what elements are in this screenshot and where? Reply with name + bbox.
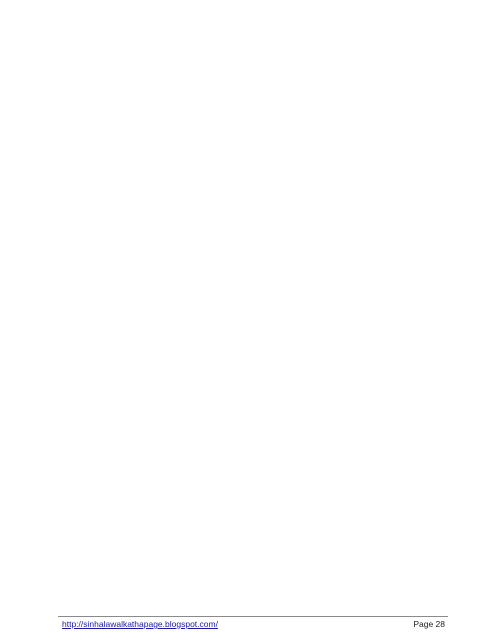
body-paragraph (58, 81, 448, 94)
footer-divider (58, 616, 448, 617)
body-paragraph (58, 150, 448, 163)
body-paragraph (58, 173, 448, 186)
body-paragraph (58, 35, 448, 48)
body-paragraph (58, 127, 448, 140)
body-paragraph (58, 196, 448, 209)
page-body (58, 12, 448, 602)
body-paragraph (58, 104, 448, 117)
body-paragraph (58, 58, 448, 71)
body-paragraph (58, 12, 448, 25)
footer-site-link[interactable]: http://sinhalawalkathapage.blogspot.com/ (62, 619, 218, 629)
page-number: Page 28 (413, 619, 445, 629)
